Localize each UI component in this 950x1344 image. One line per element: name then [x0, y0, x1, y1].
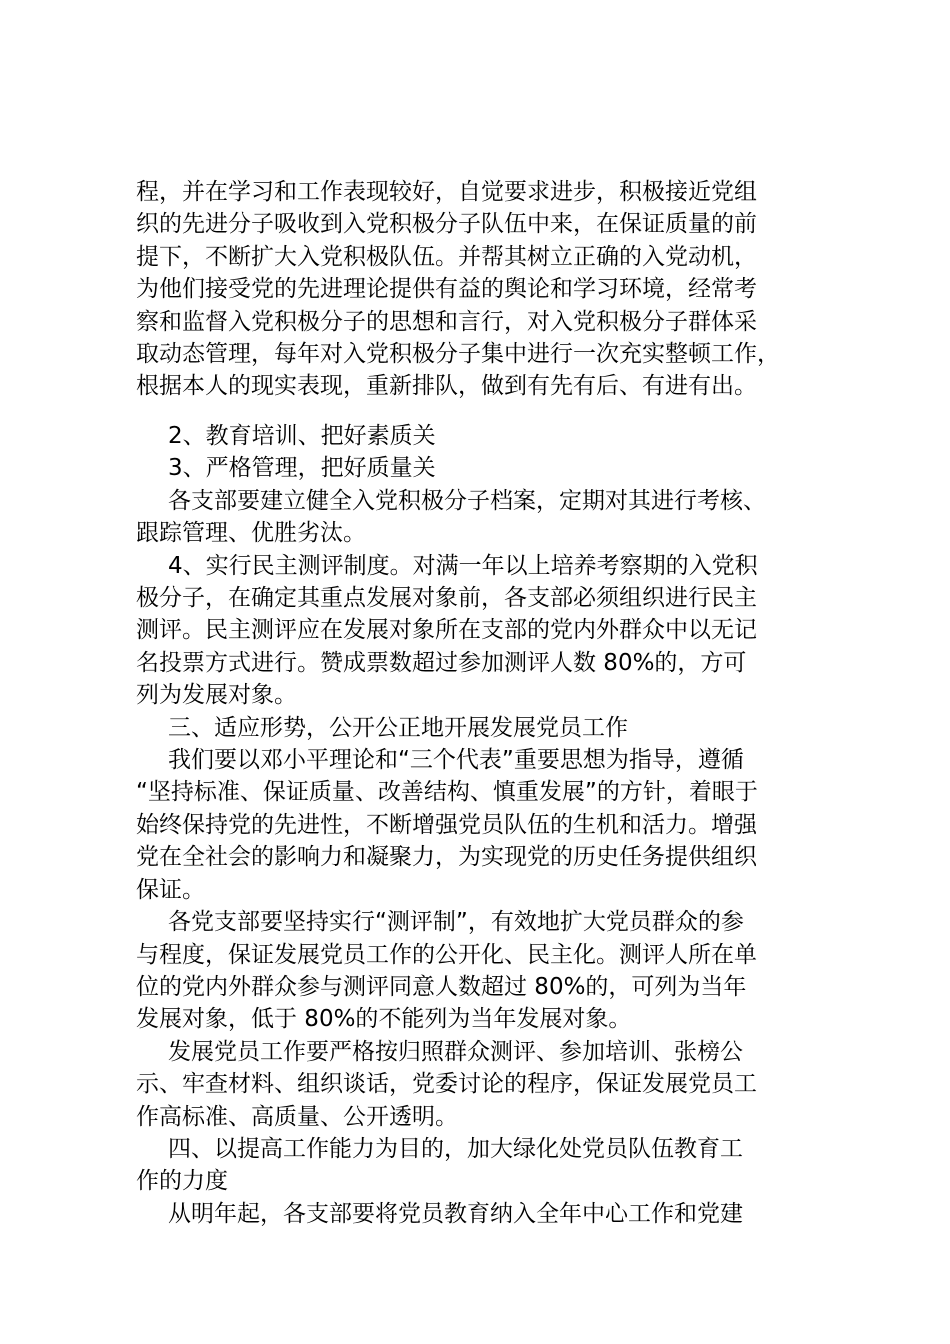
text-line: 列为发展对象。 — [136, 682, 297, 709]
section-heading-3: 3、严格管理，把好质量关 — [168, 455, 436, 482]
text-line: 我们要以邓小平理论和“三个代表”重要思想为指导，遵循 — [168, 747, 744, 774]
text-line: 极分子，在确定其重点发展对象前，各支部必须组织进行民主 — [136, 585, 757, 612]
section-heading-2: 2、教育培训、把好素质关 — [168, 423, 436, 449]
text-line: 跟踪管理、优胜劣汰。 — [136, 520, 366, 547]
text-line: 察和监督入党积极分子的思想和言行，对入党积极分子群体采 — [136, 308, 757, 335]
text-line: 始终保持党的先进性，不断增强党员队伍的生机和活力。增强 — [136, 811, 757, 838]
text-line: 各支部要建立健全入党积极分子档案，定期对其进行考核、 — [168, 487, 766, 514]
paragraph-continuation — [136, 176, 826, 403]
text-line: 为他们接受党的先进理论提供有益的舆论和学习环境，经常考 — [136, 276, 757, 303]
text-line: 名投票方式进行。赞成票数超过参加测评人数 80%的，方可 — [136, 649, 747, 676]
document-body — [136, 420, 826, 1230]
text-line: 与程度，保证发展党员工作的公开化、民主化。测评人所在单 — [136, 941, 757, 968]
text-line: 保证。 — [136, 876, 205, 903]
section-heading-three: 三、适应形势，公开公正地开展发展党员工作 — [168, 714, 628, 741]
text-line: “坚持标准、保证质量、改善结构、慎重发展”的方针，着眼于 — [136, 779, 758, 806]
section-heading-four: 四、以提高工作能力为目的，加大绿化处党员队伍教育工 — [168, 1135, 743, 1162]
text-line: 位的党内外群众参与测评同意人数超过 80%的，可列为当年 — [136, 973, 747, 1000]
text-line: 示、牢查材料、组织谈话，党委讨论的程序，保证发展党员工 — [136, 1071, 757, 1098]
text-line: 各党支部要坚持实行“测评制”，有效地扩大党员群众的参 — [168, 909, 744, 936]
text-line: 发展党员工作要严格按归照群众测评、参加培训、张榜公 — [168, 1038, 743, 1065]
text-line: 提下，不断扩大入党积极队伍。并帮其树立正确的入党动机， — [136, 243, 757, 270]
text-line: 作的力度 — [136, 1168, 228, 1195]
text-line: 根据本人的现实表现，重新排队，做到有先有后、有进有出。 — [136, 373, 757, 400]
text-line: 从明年起，各支部要将党员教育纳入全年中心工作和党建 — [168, 1200, 743, 1227]
section-heading-4: 4、实行民主测评制度。对满一年以上培养考察期的入党积 — [168, 552, 758, 579]
text-line: 程，并在学习和工作表现较好，自觉要求进步，积极接近党组 — [136, 179, 757, 205]
text-line: 取动态管理，每年对入党积极分子集中进行一次充实整顿工作， — [136, 341, 780, 368]
text-line: 织的先进分子吸收到入党积极分子队伍中来，在保证质量的前 — [136, 211, 757, 238]
text-line: 作高标准、高质量、公开透明。 — [136, 1103, 458, 1130]
text-line: 党在全社会的影响力和凝聚力，为实现党的历史任务提供组织 — [136, 844, 757, 871]
text-line: 发展对象，低于 80%的不能列为当年发展对象。 — [136, 1006, 632, 1033]
text-line: 测评。民主测评应在发展对象所在支部的党内外群众中以无记 — [136, 617, 757, 644]
